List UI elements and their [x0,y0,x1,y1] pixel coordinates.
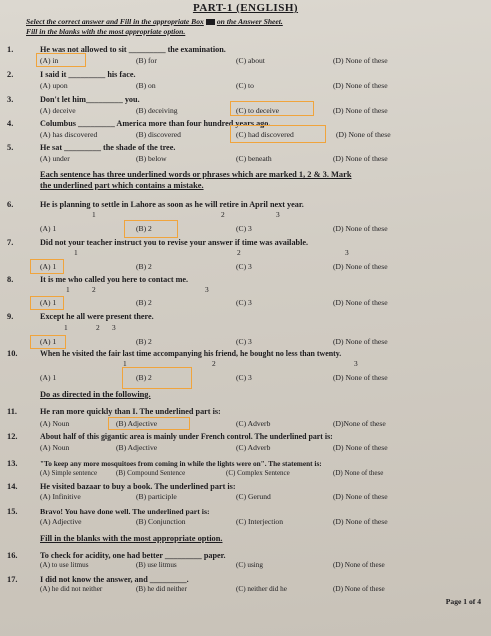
option-d[interactable]: (D) None of these [333,585,385,593]
answer-highlight-q3 [230,101,314,116]
option-c[interactable]: (C) about [236,56,265,65]
option-a[interactable]: (A) 1 [40,262,57,271]
option-c[interactable]: (C) beneath [236,154,272,163]
question-stem: About half of this gigantic area is mainly under French control. The underlined part is: [40,432,333,441]
question-stem: He visited bazaar to buy a book. The underlined part is: [40,482,236,491]
question-stem: He is planning to settle in Lahore as soon as he will retire in April next year. [40,200,304,209]
question-8 [0,275,491,307]
option-d[interactable]: (D)None of these [333,419,386,428]
option-d[interactable]: (D) None of these [333,262,388,271]
option-c[interactable]: (C) 3 [236,373,252,382]
option-b[interactable]: (B) 2 [136,224,152,233]
mistake-mark-2: 2 [96,323,100,332]
question-stem: It is me who called you here to contact me. [40,275,189,284]
option-c[interactable]: (C) to deceive [236,106,280,115]
question-12 [0,432,491,452]
page-number: Page 1 of 4 [445,597,481,606]
answer-highlight-q8 [30,296,64,310]
mistake-mark-3: 3 [345,248,349,257]
question-1 [0,45,491,65]
mistake-mark-2: 2 [212,359,216,368]
question-stem: When he visited the fair last time accompanying his friend, he bought no less than twenty. [40,349,342,358]
question-stem: Did not your teacher instruct you to revise your answer if time was available. [40,238,309,247]
answer-highlight-q1 [36,53,86,67]
question-stem: Except he all were present there. [40,312,154,321]
option-b[interactable]: (B) use litmus [136,561,177,569]
option-b[interactable]: (B) for [136,56,157,65]
question-7 [0,238,491,271]
option-d[interactable]: (D) None of these [333,56,388,65]
answer-highlight-q11 [108,417,190,430]
option-d[interactable]: (D) None of these [333,224,388,233]
question-10 [0,349,491,382]
option-d[interactable]: (D) None of these [336,130,391,139]
filled-box-icon [206,19,215,25]
page-title: PART-1 (ENGLISH) [192,2,299,14]
option-b[interactable]: (B) participle [136,492,177,501]
option-a[interactable]: (A) deceive [40,106,76,115]
option-c[interactable]: (C) 3 [236,298,252,307]
question-4 [0,119,491,139]
question-number: 13. [7,459,18,468]
option-d[interactable]: (D) None of these [333,443,388,452]
mistake-mark-1: 1 [123,359,127,368]
option-a[interactable]: (A) to use litmus [40,561,89,569]
question-6 [0,200,491,233]
option-c[interactable]: (C) 3 [236,337,252,346]
question-number: 12. [7,432,18,441]
question-number: 7. [7,238,14,247]
mistake-mark-1: 1 [64,323,68,332]
question-number: 2. [7,70,14,79]
option-c[interactable]: (C) neither did he [236,585,287,593]
mistake-mark-2: 2 [221,210,225,219]
option-b[interactable]: (B) on [136,81,156,90]
option-a[interactable]: (A) 1 [40,298,57,307]
question-13 [0,459,491,477]
option-c[interactable]: (C) Interjection [236,517,284,526]
question-stem: He was not allowed to sit _________ the examination. [40,45,226,54]
question-16 [0,551,491,569]
question-number: 15. [7,507,18,516]
question-number: 6. [7,200,14,209]
answer-highlight-q6 [124,220,178,238]
option-a[interactable]: (A) 1 [40,224,57,233]
option-c[interactable]: (C) Adverb [236,419,271,428]
answer-highlight-q7 [30,259,64,274]
option-b[interactable]: (B) 2 [136,337,152,346]
option-a[interactable]: (A) Simple sentence [40,469,98,477]
question-number: 17. [7,575,18,584]
option-b[interactable]: (B) 2 [136,298,152,307]
option-d[interactable]: (D) None of these [333,154,388,163]
option-d[interactable]: (D) None of these [333,106,388,115]
option-b[interactable]: (B) Compound Sentence [116,469,186,477]
option-b[interactable]: (B) Conjunction [136,517,186,526]
option-a[interactable]: (A) Noun [40,419,70,428]
mistake-mark-2: 2 [92,285,96,294]
question-stem: Don't let him_________ you. [40,95,140,104]
instruction-1-after: on the Answer Sheet. [216,17,283,26]
question-number: 9. [7,312,14,321]
option-d[interactable]: (D) None of these [333,561,385,569]
question-number: 8. [7,275,14,284]
mistake-mark-1: 1 [92,210,96,219]
option-c[interactable]: (C) had discovered [236,130,294,139]
option-a[interactable]: (A) 1 [40,373,57,382]
option-b[interactable]: (B) 2 [136,373,152,382]
answer-highlight-q9 [30,335,66,349]
question-2 [0,70,491,90]
question-5 [0,143,491,163]
question-11 [0,407,491,428]
option-b[interactable]: (B) Adjective [116,419,158,428]
option-d[interactable]: (D) None of these [333,517,388,526]
question-stem: Bravo! You have done well. The underlined part is: [40,507,210,516]
question-9 [0,312,491,346]
question-number: 10. [7,349,18,358]
question-stem: I said it _________ his face. [40,70,136,79]
option-b[interactable]: (B) deceiving [136,106,178,115]
option-c[interactable]: (C) using [236,561,263,569]
option-a[interactable]: (A) Adjective [40,517,82,526]
section-4-heading: Fill in the blanks with the most appropriate option. [40,534,223,543]
option-d[interactable]: (D) None of these [333,298,388,307]
mistake-mark-3: 3 [112,323,116,332]
option-c[interactable]: (C) Adverb [236,443,271,452]
mistake-mark-1: 1 [66,285,70,294]
option-c[interactable]: (C) Gerund [236,492,271,501]
option-a[interactable]: (A) has discovered [40,130,98,139]
option-a[interactable]: (A) under [40,154,70,163]
answer-highlight-q10 [122,367,192,389]
option-b[interactable]: (B) he did neither [136,585,187,593]
option-c[interactable]: (C) 3 [236,224,252,233]
question-number: 11. [7,407,18,416]
option-d[interactable]: (D) None of these [333,492,388,501]
mistake-mark-3: 3 [354,359,358,368]
question-number: 1. [7,45,14,54]
question-number: 5. [7,143,14,152]
option-c[interactable]: (C) 3 [236,262,252,271]
option-a[interactable]: (A) 1 [40,337,57,346]
question-stem: Columbus _________ America more than four hundred years ago. [40,119,271,128]
option-a[interactable]: (A) upon [40,81,68,90]
question-17 [0,575,491,593]
option-a[interactable]: (A) in [40,56,59,65]
option-b[interactable]: (B) 2 [136,262,152,271]
mistake-mark-2: 2 [237,248,241,257]
answer-highlight-q4 [230,125,326,143]
mistake-mark-3: 3 [205,285,209,294]
instruction-1-before: Select the correct answer and Fill in the appropriate Box [26,17,204,26]
option-a[interactable]: (A) he did not neither [40,585,103,593]
instruction-line-1 [26,17,283,26]
section-3-heading: Do as directed in the following. [40,390,151,399]
section-2-heading-line-1: Each sentence has three underlined words or phrases which are marked 1, 2 & 3. Mark [40,170,352,179]
question-stem: To check for acidity, one had better _________ paper. [40,551,226,560]
question-15 [0,507,491,526]
option-b[interactable]: (B) below [136,154,167,163]
mistake-mark-1: 1 [74,248,78,257]
section-2-heading-line-2: the underlined part which contains a mistake. [40,181,204,190]
question-number: 3. [7,95,14,104]
option-a[interactable]: (A) Infinitive [40,492,81,501]
question-stem: He sat _________ the shade of the tree. [40,143,176,152]
option-b[interactable]: (B) Adjective [116,443,158,452]
question-stem: He ran more quickly than I. The underlined part is: [40,407,221,416]
option-b[interactable]: (B) discovered [136,130,181,139]
question-3 [0,95,491,115]
question-stem: "To keep any more mosquitoes from coming in while the lights were on". The statement is: [40,459,322,468]
mistake-mark-3: 3 [276,210,280,219]
question-number: 16. [7,551,18,560]
option-c[interactable]: (C) to [236,81,254,90]
instruction-line-2: Fill in the blanks with the most appropriate option. [26,27,186,36]
option-a[interactable]: (A) Noun [40,443,70,452]
option-d[interactable]: (D) None of these [333,373,388,382]
option-c[interactable]: (C) Complex Sentence [226,469,290,477]
question-number: 4. [7,119,14,128]
option-d[interactable]: (D) None of these [333,81,388,90]
option-d[interactable]: (D) None of these [333,469,384,477]
question-stem: I did not know the answer, and _________. [40,575,189,584]
option-d[interactable]: (D) None of these [333,337,388,346]
question-14 [0,482,491,501]
question-number: 14. [7,482,18,491]
